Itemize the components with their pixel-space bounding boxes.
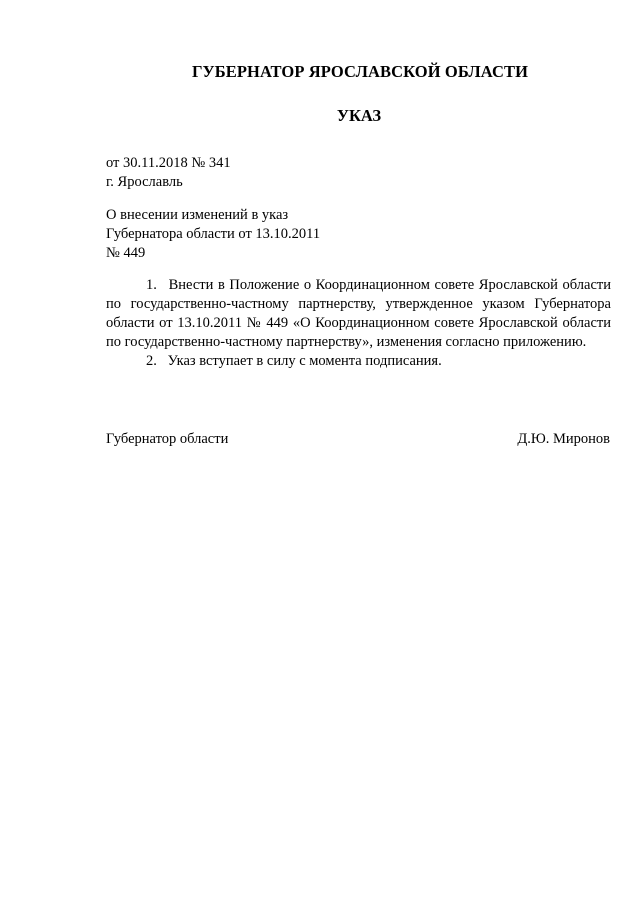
signatory-name: Д.Ю. Миронов: [517, 431, 610, 447]
item-text: Внести в Положение о Координационном совете Ярославской области по государственно-частному партнерству, утвержденное указом Губернатора области от 13.10.2011 № 449 «О Координационном совете Ярославской области по государственно-частному партнерству», изменения согласно приложению.: [106, 277, 611, 350]
item-number: 2.: [146, 353, 157, 369]
date-and-number: от 30.11.2018 № 341: [106, 155, 231, 171]
decree-item: [106, 276, 611, 352]
decree-body: [106, 276, 611, 371]
document-type-heading: УКАЗ: [336, 106, 382, 125]
subject-line-1: О внесении изменений в указ: [106, 207, 289, 223]
signatory-title: Губернатор области: [106, 431, 229, 447]
issuing-authority-heading: ГУБЕРНАТОР ЯРОСЛАВСКОЙ ОБЛАСТИ: [191, 62, 529, 81]
city: г. Ярославль: [106, 174, 183, 190]
item-number: 1.: [146, 277, 157, 293]
subject-line-3: № 449: [106, 245, 146, 261]
decree-item: [106, 352, 611, 371]
subject-line-2: Губернатора области от 13.10.2011: [106, 226, 321, 242]
item-text: Указ вступает в силу с момента подписания.: [167, 353, 442, 369]
